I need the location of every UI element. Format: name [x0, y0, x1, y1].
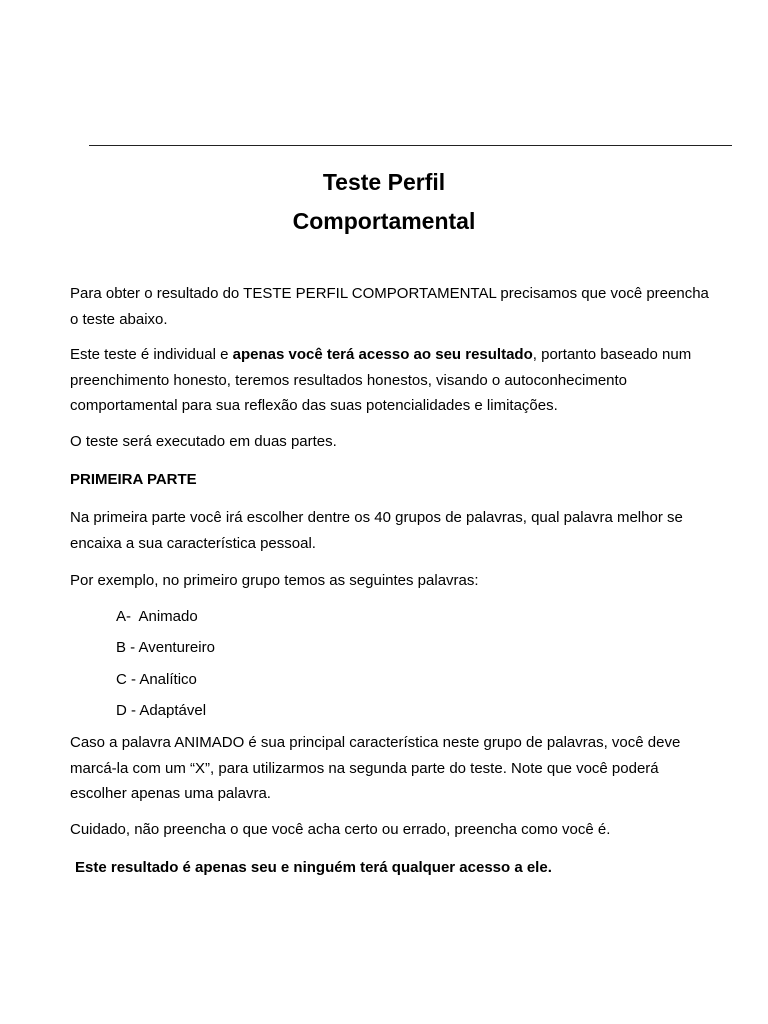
caution-paragraph: Cuidado, não preencha o que você acha certo ou errado, preencha como você é. — [70, 821, 611, 838]
individual-text-bold: apenas você terá acesso ao seu resultado — [232, 346, 533, 363]
privacy-note: Este resultado é apenas seu e ninguém terá qualquer acesso a ele. — [75, 859, 552, 876]
individual-text-start: Este teste é individual e — [70, 346, 233, 363]
option-c: C - Analítico — [116, 671, 197, 688]
mark-instruction-paragraph: Caso a palavra ANIMADO é sua principal característica neste grupo de palavras, você deve marcá-la com um “X”, para utilizarmos na segunda parte do teste. Note que você poderá escolher apenas uma palavra. — [70, 734, 681, 802]
option-b: B - Aventureiro — [116, 639, 215, 656]
individual-paragraph — [70, 342, 710, 419]
first-part-paragraph: Na primeira parte você irá escolher dentre os 40 grupos de palavras, qual palavra melhor se encaixa a sua característica pessoal. — [70, 509, 683, 552]
option-d: D - Adaptável — [116, 702, 207, 719]
section-heading: PRIMEIRA PARTE — [70, 471, 197, 488]
intro-paragraph: Para obter o resultado do TESTE PERFIL COMPORTAMENTAL precisamos que você preencha o teste abaixo. — [70, 285, 709, 328]
two-parts-paragraph: O teste será executado em duas partes. — [70, 433, 337, 450]
page-title-line-1: Teste Perfil — [322, 169, 446, 195]
individual-text-end: , portanto baseado num preenchimento honesto, teremos resultados honestos, visando o autoconhecimento comportamental para sua reflexão das suas potencialidades e limitações. — [70, 346, 692, 414]
page-title-line-2: Comportamental — [292, 208, 476, 234]
example-paragraph: Por exemplo, no primeiro grupo temos as seguintes palavras: — [70, 572, 479, 589]
option-a: A- Animado — [116, 608, 198, 625]
header-divider — [89, 145, 732, 146]
